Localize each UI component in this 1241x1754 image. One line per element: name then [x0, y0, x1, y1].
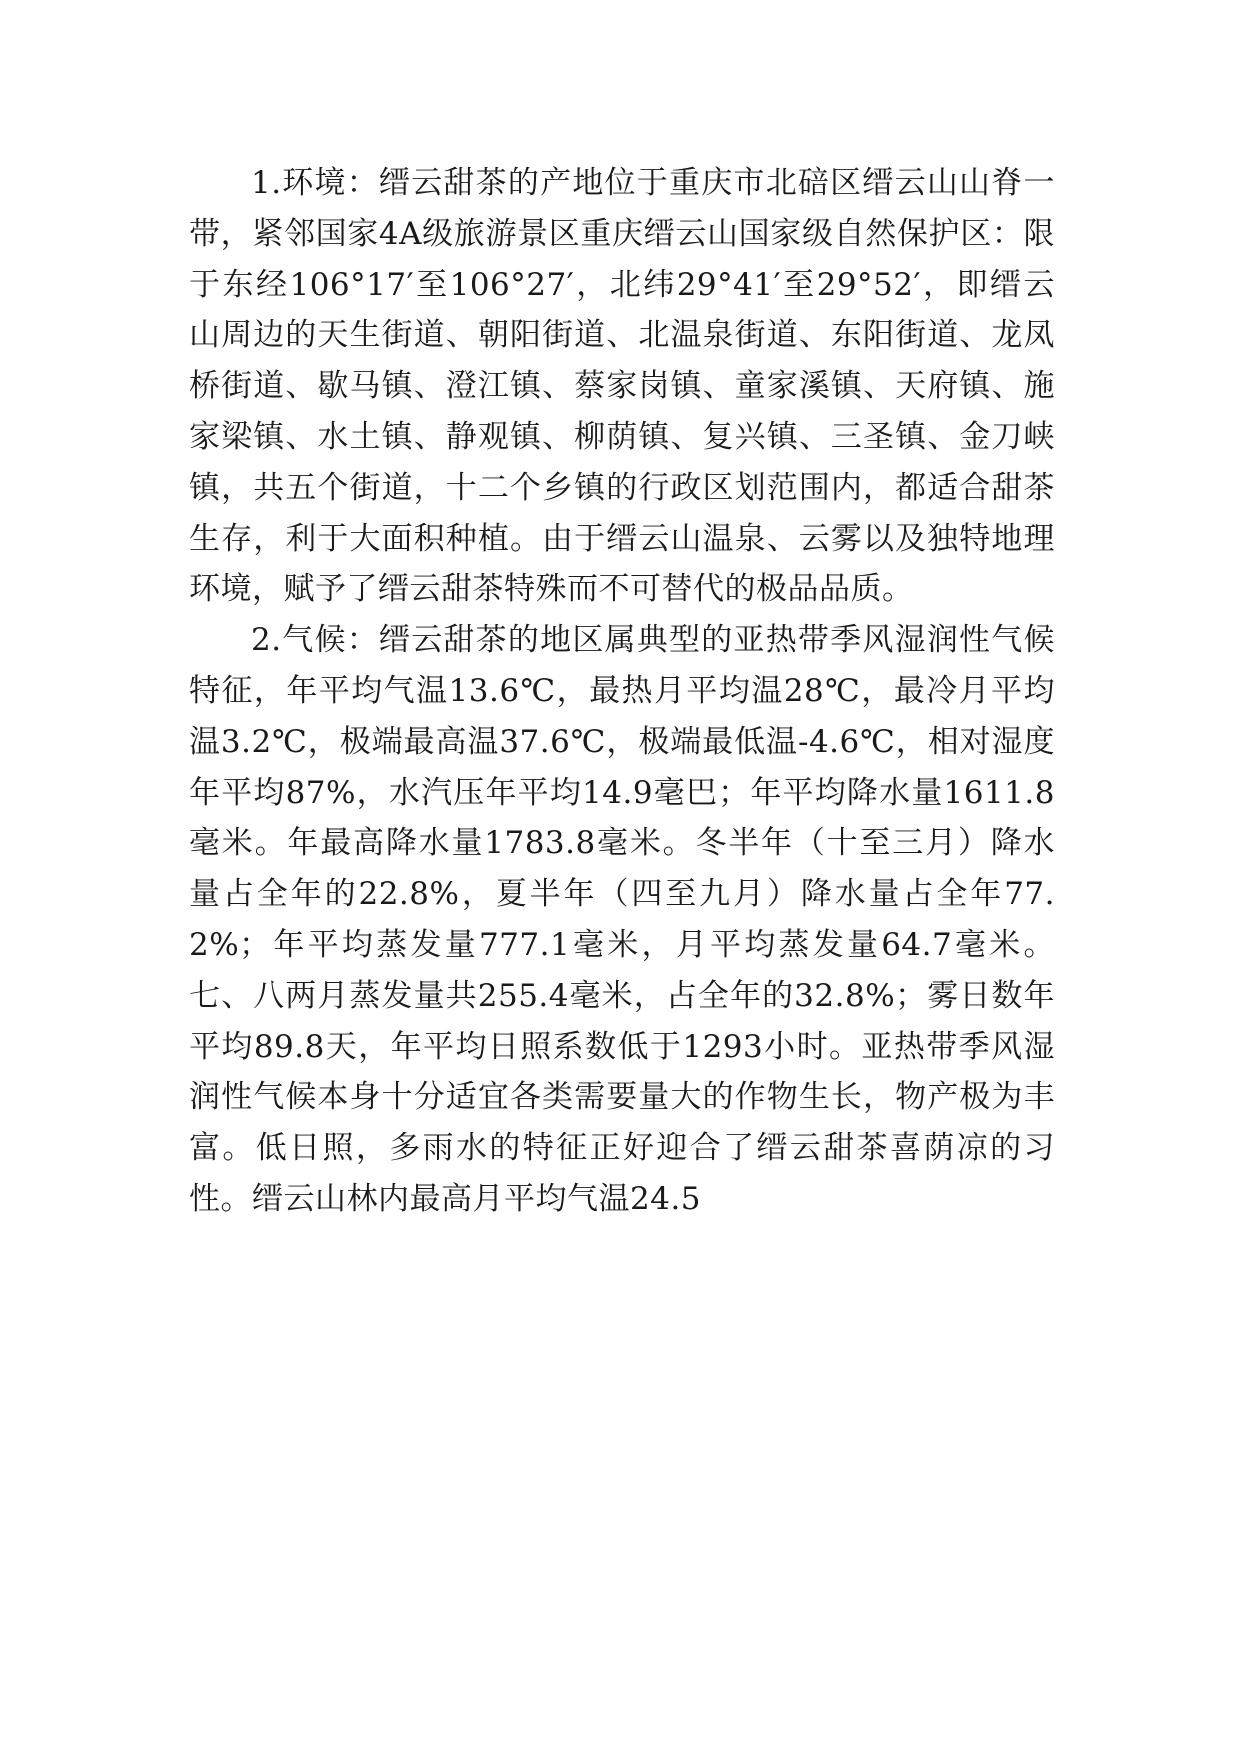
paragraph-climate: 2.气候：缙云甜茶的地区属典型的亚热带季风湿润性气候特征，年平均气温13.6℃，最热月平均温28℃，最冷月平均温3.2℃，极端最高温37.6℃，极端最低温-4.6℃，相对湿度年平均87%，水汽压年平均14.9毫巴；年平均降水量1611.8毫米。年最高降水量1783.8毫米。冬半年（十至三月）降水量占全年的22.8%，夏半年（四至九月）降水量占全年77.2%；年平均蒸发量777.1毫米，月平均蒸发量64.7毫米。七、八两月蒸发量共255.4毫米，占全年的32.8%；雾日数年平均89.8天，年平均日照系数低于1293小时。亚热带季风湿润性气候本身十分适宜各类需要量大的作物生长，物产极为丰富。低日照，多雨水的特征正好迎合了缙云甜茶喜荫凉的习性。缙云山林内最高月平均气温24.5 — [189, 622, 1055, 1217]
document-body — [189, 158, 1055, 1225]
paragraph-environment: 1.环境：缙云甜茶的产地位于重庆市北碚区缙云山山脊一带，紧邻国家4A级旅游景区重庆缙云山国家级自然保护区：限于东经106°17′至106°27′，北纬29°41′至29°52′，即缙云山周边的天生街道、朝阳街道、北温泉街道、东阳街道、龙凤桥街道、歇马镇、澄江镇、蔡家岗镇、童家溪镇、天府镇、施家梁镇、水土镇、静观镇、柳荫镇、复兴镇、三圣镇、金刀峡镇，共五个街道，十二个乡镇的行政区划范围内，都适合甜茶生存，利于大面积种植。由于缙云山温泉、云雾以及独特地理环境，赋予了缙云甜茶特殊而不可替代的极品品质。 — [189, 165, 1055, 608]
